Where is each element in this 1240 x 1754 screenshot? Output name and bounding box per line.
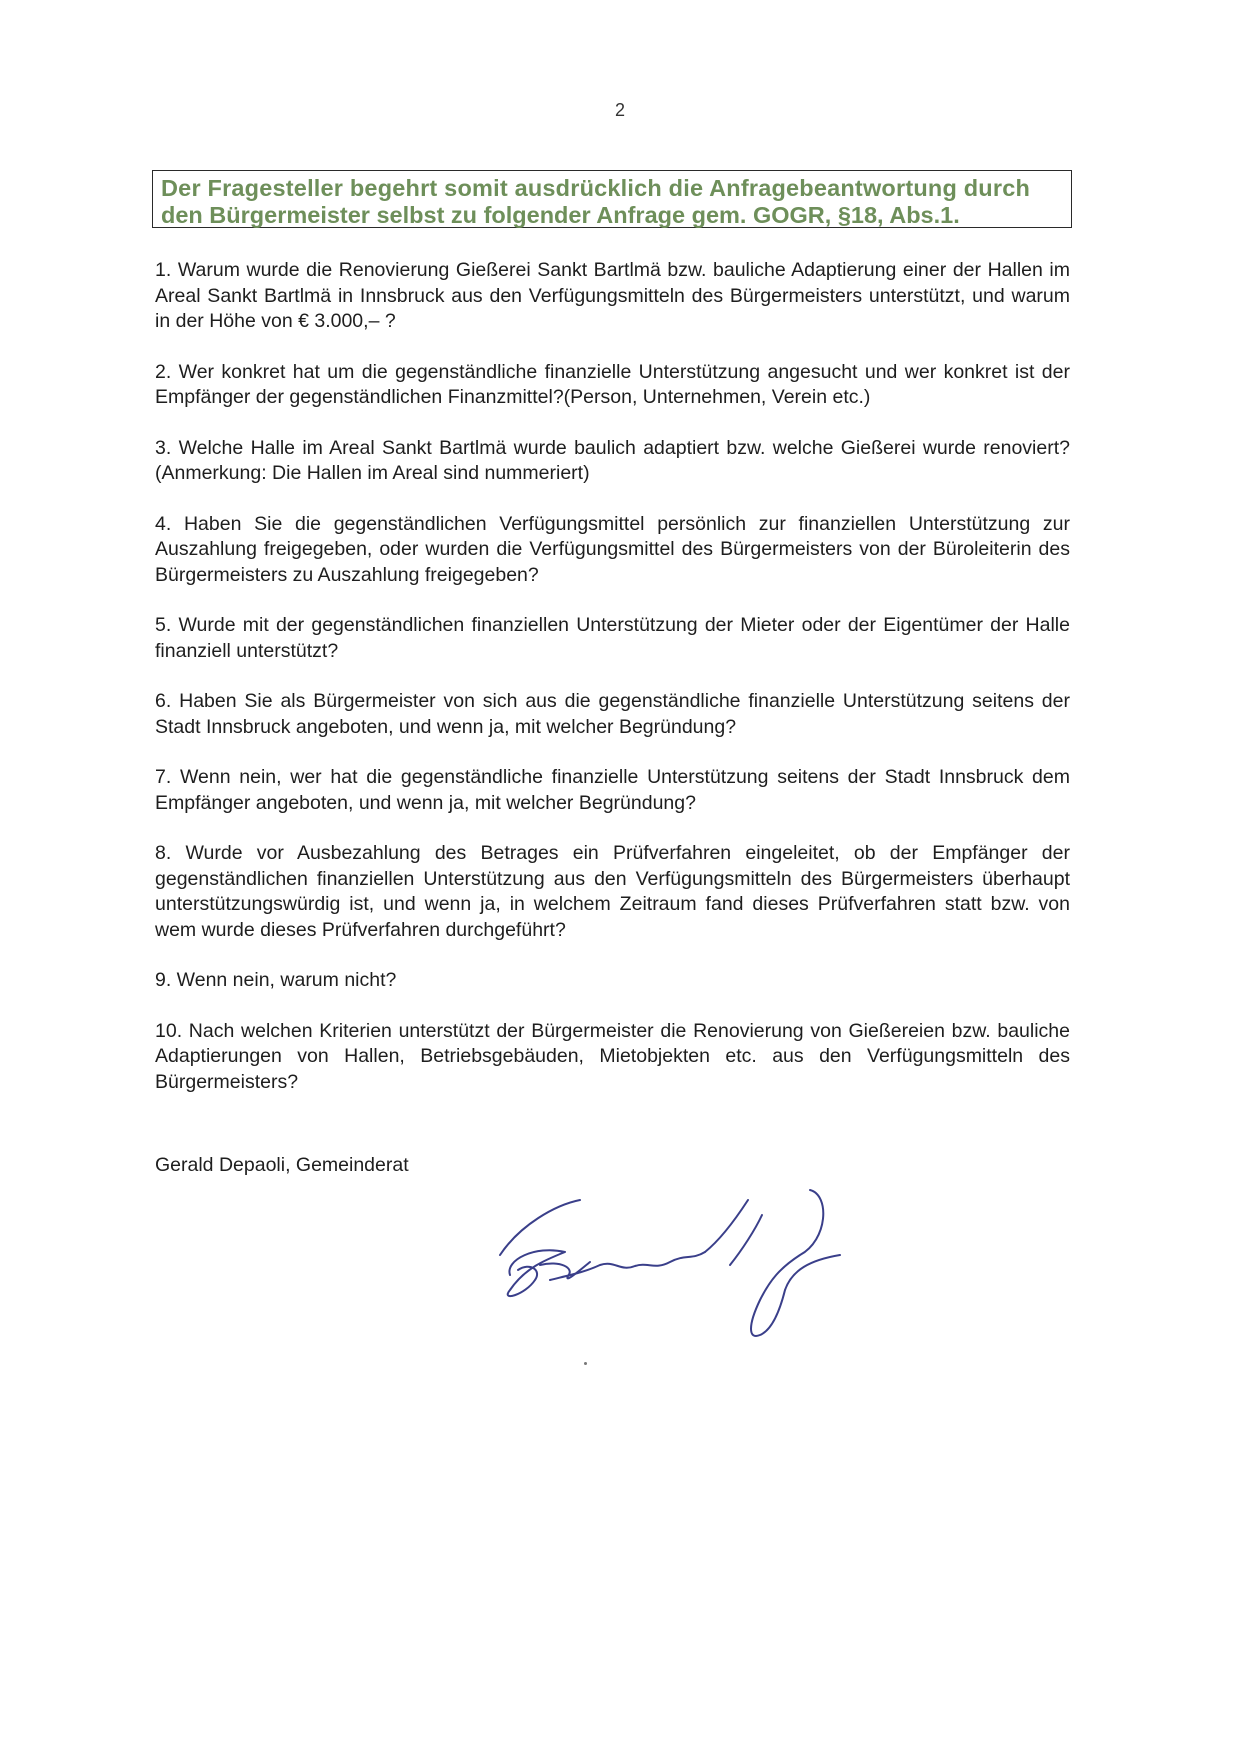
callout-line-2: den Bürgermeister selbst zu folgender Anfrage gem. GOGR, §18, Abs.1. bbox=[161, 202, 960, 228]
question-10: 10. Nach welchen Kriterien unterstützt der Bürgermeister die Renovierung von Gießereien bzw. bauliche Adaptierungen von Hallen, Betriebsgebäuden, Mietobjekten etc. aus den Verfügungsmitteln des Bürgermeisters? bbox=[155, 1019, 1070, 1093]
question-4: 4. Haben Sie die gegenständlichen Verfügungsmittel persönlich zur finanziellen Unterstützung zur Auszahlung freigegeben, oder wurden die Verfügungsmittel des Bürgermeisters von der Büroleiterin des Bürgermeisters zu Auszahlung freigegeben? bbox=[155, 512, 1070, 586]
question-1: 1. Warum wurde die Renovierung Gießerei Sankt Bartlmä bzw. bauliche Adaptierung einer der Hallen im Areal Sankt Bartlmä in Innsbruck aus den Verfügungsmitteln des Bürgermeisters unterstützt, und warum in der Höhe von € 3.000,– ? bbox=[155, 259, 1070, 332]
question-6: 6. Haben Sie als Bürgermeister von sich aus die gegenständliche finanzielle Unterstützung seitens der Stadt Innsbruck angeboten, und wenn ja, mit welcher Begründung? bbox=[155, 690, 1070, 738]
request-callout-box bbox=[152, 170, 1072, 228]
question-3: 3. Welche Halle im Areal Sankt Bartlmä wurde baulich adaptiert bzw. welche Gießerei wurde renoviert? (Anmerkung: Die Hallen im Areal sind nummeriert) bbox=[155, 436, 1070, 484]
question-8: 8. Wurde vor Ausbezahlung des Betrages ein Prüfverfahren eingeleitet, ob der Empfänger der gegenständlichen finanziellen Unterstützung aus den Verfügungsmitteln des Bürgermeisters überhaupt unterstützungswürdig ist, und wenn ja, in welchem Zeitraum fand dieses Prüfverfahren statt bzw. von wem wurde dieses Prüfverfahren durchgeführt? bbox=[155, 842, 1070, 941]
handwritten-signature bbox=[480, 1180, 880, 1350]
question-9: 9. Wenn nein, warum nicht? bbox=[155, 969, 397, 991]
signoff-name: Gerald Depaoli, Gemeinderat bbox=[155, 1154, 409, 1176]
callout-line-1: Der Fragesteller begehrt somit ausdrücklich die Anfragebeantwortung durch bbox=[161, 175, 1031, 201]
question-5: 5. Wurde mit der gegenständlichen finanziellen Unterstützung der Mieter oder der Eigentümer der Halle finanziell unterstützt? bbox=[155, 614, 1070, 662]
question-list bbox=[155, 258, 1070, 1120]
page-number: 2 bbox=[614, 100, 625, 120]
question-7: 7. Wenn nein, wer hat die gegenständliche finanzielle Unterstützung seitens der Stadt Innsbruck dem Empfänger angeboten, und wenn ja, mit welcher Begründung? bbox=[155, 766, 1070, 814]
question-2: 2. Wer konkret hat um die gegenständliche finanzielle Unterstützung angesucht und wer konkret ist der Empfänger der gegenständlichen Finanzmittel?(Person, Unternehmen, Verein etc.) bbox=[155, 360, 1070, 408]
